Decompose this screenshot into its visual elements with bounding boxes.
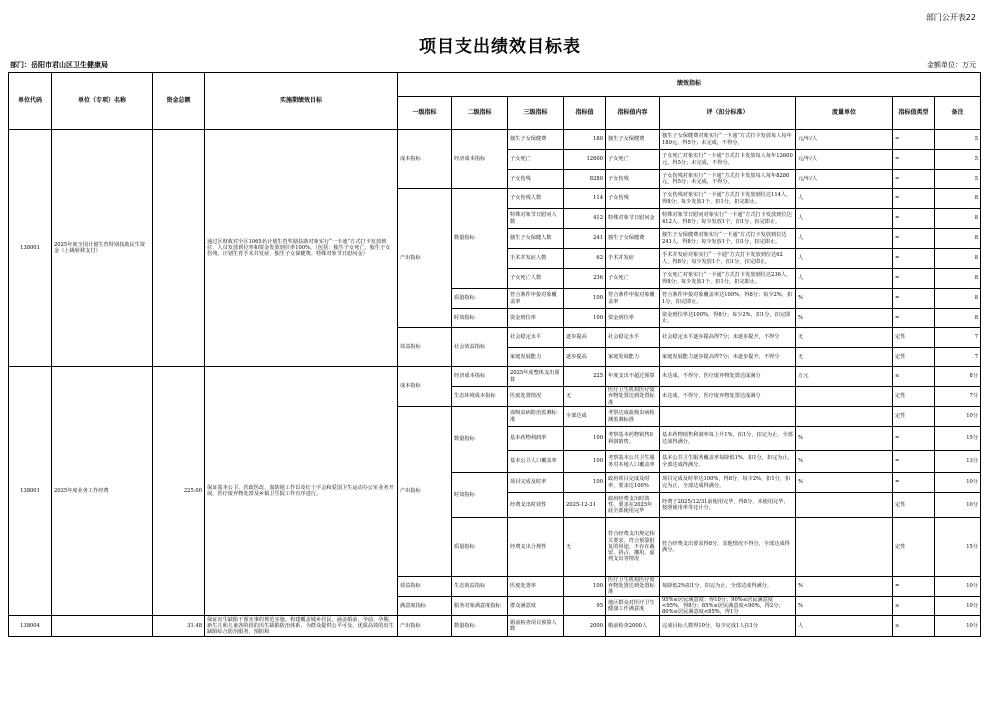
indicator-value-cell: 114 bbox=[564, 189, 606, 209]
measure-unit-cell: % bbox=[796, 309, 893, 328]
measure-unit-cell bbox=[796, 407, 893, 427]
level1-indicator-cell: 效益指标 bbox=[398, 577, 452, 597]
note-cell: 10分 bbox=[935, 493, 981, 518]
level3-indicator-cell: 2025年度整体支出预算 bbox=[508, 367, 564, 387]
value-type-cell: = bbox=[893, 577, 935, 597]
project-name-cell: 2025年度全国计划生育特别扶助民生资金（上级转移支付） bbox=[52, 130, 153, 367]
indicator-content-cell: 子女伤残 bbox=[606, 170, 660, 189]
value-type-cell: = bbox=[893, 130, 935, 150]
value-type-cell: ≥ bbox=[893, 596, 935, 616]
level1-indicator-cell: 产出指标 bbox=[398, 189, 452, 328]
indicator-value-cell: 逐步提高 bbox=[564, 348, 606, 367]
level3-indicator-cell: 子女死亡 bbox=[508, 150, 564, 170]
period-target-cell: 通过区财政对全区1065名计划生育奖励扶助对象实行“一卡通”方式打卡发放到位，人员发放到位率和资金发放到位率100%。（包括：独生子女死亡、独生子女伤残、计划生育手术并发症、独生子女保健费、特殊对象节日慰问金） bbox=[205, 130, 398, 367]
indicator-value-cell: 8280 bbox=[564, 170, 606, 189]
level2-indicator-cell: 生态效益指标 bbox=[452, 577, 508, 597]
col-header-content: 指标值内容 bbox=[606, 97, 660, 130]
table-number: 部门公开表22 bbox=[925, 13, 976, 22]
measure-unit-cell: % bbox=[796, 473, 893, 493]
value-type-cell: ≥ bbox=[893, 616, 935, 637]
indicator-content-cell: 政府经费支出时效性，要求在2025年底全部使用完毕 bbox=[606, 493, 660, 518]
amount-unit-label: 金额单位：万元 bbox=[927, 61, 976, 69]
scoring-rule-cell: 未达成，不得分，医疗废弃物处置达成满分 bbox=[660, 387, 796, 407]
indicator-value-cell: 241 bbox=[564, 229, 606, 249]
note-cell: 10分 bbox=[935, 596, 981, 616]
level1-indicator-cell: 成本指标 bbox=[398, 367, 452, 407]
value-type-cell: ≤ bbox=[893, 367, 935, 387]
level3-indicator-cell: 特殊对象节日慰问人数 bbox=[508, 209, 564, 229]
scoring-rule-cell: 完成目标人数得10分，每少完成1人扣1分 bbox=[660, 616, 796, 637]
indicator-content-cell: 子女死亡 bbox=[606, 269, 660, 289]
indicator-value-cell: 412 bbox=[564, 209, 606, 229]
indicator-value-cell: 2000 bbox=[564, 616, 606, 637]
level3-indicator-cell: 项目完成及时率 bbox=[508, 473, 564, 493]
value-type-cell: 定性 bbox=[893, 387, 935, 407]
measure-unit-cell: 人 bbox=[796, 249, 893, 269]
indicator-value-cell: 100 bbox=[564, 473, 606, 493]
scoring-rule-cell bbox=[660, 407, 796, 427]
measure-unit-cell: % bbox=[796, 577, 893, 597]
indicator-value-cell: 2025-12-31 bbox=[564, 493, 606, 518]
value-type-cell: = bbox=[893, 189, 935, 209]
note-cell: 10分 bbox=[935, 616, 981, 637]
indicator-value-cell: 12600 bbox=[564, 150, 606, 170]
fund-total-cell bbox=[153, 130, 205, 367]
measure-unit-cell: 万元 bbox=[796, 367, 893, 387]
note-cell: 5 bbox=[935, 150, 981, 170]
measure-unit-cell: 人 bbox=[796, 209, 893, 229]
level3-indicator-cell: 社会稳定水平 bbox=[508, 328, 564, 348]
note-cell: 8 bbox=[935, 289, 981, 309]
level2-indicator-cell: 服务对象满意度指标 bbox=[452, 596, 508, 616]
indicator-content-cell: 子女死亡 bbox=[606, 150, 660, 170]
level1-indicator-cell: 成本指标 bbox=[398, 130, 452, 189]
col-header-note: 备注 bbox=[935, 97, 981, 130]
value-type-cell: 定性 bbox=[893, 518, 935, 577]
col-header-code: 单位代码 bbox=[9, 73, 52, 130]
col-header-value: 指标值 bbox=[564, 97, 606, 130]
value-type-cell: 定性 bbox=[893, 348, 935, 367]
measure-unit-cell: 人 bbox=[796, 229, 893, 249]
indicator-content-cell: 子女伤残 bbox=[606, 189, 660, 209]
value-type-cell: = bbox=[893, 170, 935, 189]
fund-total-cell: 225.00 bbox=[153, 367, 205, 616]
unit-code-cell: 138004 bbox=[9, 616, 52, 637]
level3-indicator-cell: 婚前检查项目预算人数 bbox=[508, 616, 564, 637]
period-target-cell: 保证基本公卫、医政医改、血防地工作以及红十字会和爱国卫生运动办公室业务开展。医疗废弃物处置及乡镇卫生院工作有序进行。 bbox=[205, 367, 398, 616]
note-cell: 13分 bbox=[935, 451, 981, 473]
level2-indicator-cell: 数量指标 bbox=[452, 616, 508, 637]
value-type-cell: = bbox=[893, 229, 935, 249]
indicator-value-cell: 95 bbox=[564, 596, 606, 616]
measure-unit-cell: 人 bbox=[796, 616, 893, 637]
indicator-value-cell: 无 bbox=[564, 387, 606, 407]
level3-indicator-cell: 血吸虫病防治监测标准 bbox=[508, 407, 564, 427]
measure-unit-cell: % bbox=[796, 289, 893, 309]
measure-unit-cell: 元/年/人 bbox=[796, 130, 893, 150]
note-cell: 15分 bbox=[935, 427, 981, 451]
note-cell: 8分 bbox=[935, 367, 981, 387]
col-header-name: 单位（专项）名称 bbox=[52, 73, 153, 130]
page-title: 项目支出绩效目标表 bbox=[419, 37, 581, 57]
value-type-cell: = bbox=[893, 150, 935, 170]
scoring-rule-cell: 手术并发症对象实行“一卡通”方式打卡发放到位达62人，得8分；每少发放1个，扣1分，扣完即止。 bbox=[660, 249, 796, 269]
scoring-rule-cell: 子女伤残对象实行“一卡通”方式打卡发放到位达114人，得8分；每少发放1个，扣1分，扣完即止。 bbox=[660, 189, 796, 209]
indicator-value-cell: 100 bbox=[564, 309, 606, 328]
col-header-performance: 绩效指标 bbox=[398, 73, 981, 97]
col-header-rule: 评（扣分标准） bbox=[660, 97, 796, 130]
indicator-content-cell: 医疗卫生机构医疗废弃物处置达到处置标准 bbox=[606, 577, 660, 597]
col-header-measure: 度量单位 bbox=[796, 97, 893, 130]
value-type-cell: = bbox=[893, 451, 935, 473]
level2-indicator-cell: 时效指标 bbox=[452, 473, 508, 518]
level3-indicator-cell: 独生子女保健人数 bbox=[508, 229, 564, 249]
indicator-content-cell: 独生子女保健费 bbox=[606, 229, 660, 249]
indicator-value-cell: 62 bbox=[564, 249, 606, 269]
note-cell: 8 bbox=[935, 229, 981, 249]
value-type-cell: 定性 bbox=[893, 407, 935, 427]
level3-indicator-cell: 经费支出合规性 bbox=[508, 518, 564, 577]
level1-indicator-cell: 满意度指标 bbox=[398, 596, 452, 616]
performance-table bbox=[8, 72, 981, 637]
measure-unit-cell: 无 bbox=[796, 348, 893, 367]
level3-indicator-cell: 基本公卫人口覆盖率 bbox=[508, 451, 564, 473]
indicator-content-cell: 符合条件申报对象覆盖率 bbox=[606, 289, 660, 309]
level3-indicator-cell: 子女死亡人数 bbox=[508, 269, 564, 289]
note-cell: 8 bbox=[935, 269, 981, 289]
indicator-content-cell: 年度支出不超过预算 bbox=[606, 367, 660, 387]
value-type-cell: = bbox=[893, 473, 935, 493]
level3-indicator-cell: 家庭发展能力 bbox=[508, 348, 564, 367]
level2-indicator-cell: 生态环境成本指标 bbox=[452, 387, 508, 407]
level1-indicator-cell: 产出指标 bbox=[398, 407, 452, 577]
department-label: 部门：岳阳市君山区卫生健康局 bbox=[10, 61, 108, 69]
indicator-content-cell: 考察基本药物销售0利润销售。 bbox=[606, 427, 660, 451]
measure-unit-cell: % bbox=[796, 427, 893, 451]
measure-unit-cell: % bbox=[796, 451, 893, 473]
note-cell: 7分 bbox=[935, 387, 981, 407]
note-cell: 8 bbox=[935, 309, 981, 328]
measure-unit-cell: 人 bbox=[796, 269, 893, 289]
note-cell: 10分 bbox=[935, 577, 981, 597]
scoring-rule-cell: 社会稳定水平逐步提高得7分；未逐步提升，不得分 bbox=[660, 328, 796, 348]
value-type-cell: = bbox=[893, 209, 935, 229]
fund-total-cell: 31.48 bbox=[153, 616, 205, 637]
measure-unit-cell bbox=[796, 493, 893, 518]
indicator-content-cell: 手术并发症 bbox=[606, 249, 660, 269]
level3-indicator-cell: 手术并发症人数 bbox=[508, 249, 564, 269]
value-type-cell: = bbox=[893, 249, 935, 269]
scoring-rule-cell: 独生子女保健费对象实行“一卡通”方式打卡发放到位达241人，得8分；每少发放1个，扣1分，扣完即止。 bbox=[660, 229, 796, 249]
scoring-rule-cell: 子女死亡对象实行“一卡通”方式打卡发放到位达236人，得8分；每少发放1个，扣1分，扣完即止。 bbox=[660, 269, 796, 289]
table-row bbox=[9, 130, 981, 150]
scoring-rule-cell: 符合条件申报对象覆盖率达100%，得8分；每少2%，扣1分，扣完即止。 bbox=[660, 289, 796, 309]
measure-unit-cell bbox=[796, 518, 893, 577]
col-header-level1: 一级指标 bbox=[398, 97, 452, 130]
level3-indicator-cell: 群众满意度 bbox=[508, 596, 564, 616]
indicator-value-cell: 全部达成 bbox=[564, 407, 606, 427]
indicator-value-cell: 180 bbox=[564, 130, 606, 150]
level2-indicator-cell: 质量指标 bbox=[452, 518, 508, 577]
measure-unit-cell: % bbox=[796, 596, 893, 616]
indicator-value-cell: 225 bbox=[564, 367, 606, 387]
scoring-rule-cell: 95%≤居民满意度：得10分；90%≤居民满意度<95%，得8分；85%≤居民满意度<90%，得2分；80%≤居民满意度<85%，得1分 bbox=[660, 596, 796, 616]
indicator-content-cell: 资金到位率 bbox=[606, 309, 660, 328]
level1-indicator-cell: 效益指标 bbox=[398, 328, 452, 367]
measure-unit-cell: 无 bbox=[796, 328, 893, 348]
level2-indicator-cell: 经济成本指标 bbox=[452, 367, 508, 387]
col-header-target: 实施期绩效目标 bbox=[205, 73, 398, 130]
value-type-cell: 定性 bbox=[893, 493, 935, 518]
indicator-value-cell: 逐步提高 bbox=[564, 328, 606, 348]
col-header-level2: 二级指标 bbox=[452, 97, 508, 130]
level3-indicator-cell: 独生子女保健费 bbox=[508, 130, 564, 150]
indicator-value-cell: 无 bbox=[564, 518, 606, 577]
scoring-rule-cell: 独生子女保健费对象实行“一卡通”方式打卡发放每人每年180元，得5分；未完成，不得分。 bbox=[660, 130, 796, 150]
level2-indicator-cell: 时效指标 bbox=[452, 309, 508, 328]
scoring-rule-cell: 家庭发展能力逐步提高得7分；未逐步提升，不得分 bbox=[660, 348, 796, 367]
indicator-content-cell: 考察达成血吸虫病检测监测标准 bbox=[606, 407, 660, 427]
unit-code-cell: 138001 bbox=[9, 367, 52, 616]
col-header-fund: 资金总额 bbox=[153, 73, 205, 130]
value-type-cell: = bbox=[893, 427, 935, 451]
indicator-content-cell: 婚前检查2000人 bbox=[606, 616, 660, 637]
table-row bbox=[9, 367, 981, 387]
note-cell: 15分 bbox=[935, 518, 981, 577]
note-cell: 10分 bbox=[935, 473, 981, 493]
value-type-cell: = bbox=[893, 289, 935, 309]
scoring-rule-cell: 符合经费支出要求得8分，其他情况不得分，全部达成得满分。 bbox=[660, 518, 796, 577]
indicator-content-cell: 家庭发展能力 bbox=[606, 348, 660, 367]
level3-indicator-cell: 经费支出时效性 bbox=[508, 493, 564, 518]
level1-indicator-cell: 产出指标 bbox=[398, 616, 452, 637]
scoring-rule-cell: 未达成，不得分，医疗废弃物处置达成满分 bbox=[660, 367, 796, 387]
level2-indicator-cell: 数量指标 bbox=[452, 189, 508, 289]
scoring-rule-cell: 经费于2025/12/31前使用完毕，得8分，未使用完毕，按照使用率等比计分。 bbox=[660, 493, 796, 518]
unit-code-cell: 138001 bbox=[9, 130, 52, 367]
indicator-content-cell: 独生子女保健费 bbox=[606, 130, 660, 150]
value-type-cell: = bbox=[893, 269, 935, 289]
scoring-rule-cell: 基本公共卫生服务覆盖率每降低1%，扣1分，扣完为止，全部达成得满分。 bbox=[660, 451, 796, 473]
note-cell: 10分 bbox=[935, 407, 981, 427]
note-cell: 5 bbox=[935, 170, 981, 189]
indicator-value-cell: 100 bbox=[564, 427, 606, 451]
value-type-cell: = bbox=[893, 309, 935, 328]
scoring-rule-cell: 每降低2%扣1分，扣完为止，全部达成得满分。 bbox=[660, 577, 796, 597]
measure-unit-cell: 元/年/人 bbox=[796, 150, 893, 170]
note-cell: 7 bbox=[935, 348, 981, 367]
scoring-rule-cell: 子女死亡对象实行“一卡通”方式打卡发放每人每年12600元，得5分；未完成，不得分。 bbox=[660, 150, 796, 170]
indicator-content-cell: 特殊对象节日慰问金 bbox=[606, 209, 660, 229]
note-cell: 8 bbox=[935, 189, 981, 209]
col-header-value-type: 指标值类型 bbox=[893, 97, 935, 130]
level3-indicator-cell: 基本药物利润率 bbox=[508, 427, 564, 451]
scoring-rule-cell: 特殊对象节日慰问对象实行“一卡通”方式打卡发放到位达412人，得8分；每少发放1个，扣1分，扣完即止。 bbox=[660, 209, 796, 229]
indicator-value-cell: 100 bbox=[564, 577, 606, 597]
value-type-cell: 定性 bbox=[893, 328, 935, 348]
indicator-content-cell: 地区群众对医疗卫生健康工作满意度 bbox=[606, 596, 660, 616]
indicator-content-cell: 考察基本公共卫生服务对本地人口覆盖率 bbox=[606, 451, 660, 473]
col-header-level3: 三级指标 bbox=[508, 97, 564, 130]
note-cell: 7 bbox=[935, 328, 981, 348]
level3-indicator-cell: 资金到位率 bbox=[508, 309, 564, 328]
level2-indicator-cell: 质量指标 bbox=[452, 289, 508, 309]
level3-indicator-cell: 医废处置率 bbox=[508, 577, 564, 597]
period-target-cell: 保证出生缺陷干预实事的规范实施。构建覆盖城乡居民，涵盖婚前、孕前、孕期、新生儿和儿童各阶段的出生缺陷防治体系，为群众提供公平可及、优质高效的出生缺陷综合防治服务，预防和 bbox=[205, 616, 398, 637]
indicator-content-cell: 医疗卫生机构医疗废弃物处置达到处置标准 bbox=[606, 387, 660, 407]
indicator-value-cell: 100 bbox=[564, 289, 606, 309]
level2-indicator-cell: 数量指标 bbox=[452, 407, 508, 473]
scoring-rule-cell: 基本药物销售利润率每上升1%，扣1分，扣完为止，全部达成得满分。 bbox=[660, 427, 796, 451]
note-cell: 8 bbox=[935, 249, 981, 269]
level2-indicator-cell: 社会效益指标 bbox=[452, 328, 508, 367]
project-name-cell bbox=[52, 616, 153, 637]
measure-unit-cell bbox=[796, 387, 893, 407]
measure-unit-cell: 元/年/人 bbox=[796, 170, 893, 189]
indicator-value-cell: 236 bbox=[564, 269, 606, 289]
scoring-rule-cell: 资金到位率达100%，得8分；每少2%，扣1分，扣完即止。 bbox=[660, 309, 796, 328]
level3-indicator-cell: 子女伤残 bbox=[508, 170, 564, 189]
indicator-value-cell: 100 bbox=[564, 451, 606, 473]
level3-indicator-cell: 子女伤残人数 bbox=[508, 189, 564, 209]
note-cell: 8 bbox=[935, 209, 981, 229]
level3-indicator-cell: 符合条件申报对象覆盖率 bbox=[508, 289, 564, 309]
measure-unit-cell: 人 bbox=[796, 189, 893, 209]
indicator-content-cell: 符合经费支出规定相关要求，符合预算批复的用途，不存在截留、挤占、挪用、虚列支出等情况 bbox=[606, 518, 660, 577]
level3-indicator-cell: 医废处置情况 bbox=[508, 387, 564, 407]
project-name-cell: 2025年度业务工作经费 bbox=[52, 367, 153, 616]
scoring-rule-cell: 项目完成及时率达100%，得8分，每少2%，扣1分，扣完为止，全部达成得满分。 bbox=[660, 473, 796, 493]
indicator-content-cell: 政府项目完成及时率，要求达100% bbox=[606, 473, 660, 493]
indicator-content-cell: 社会稳定水平 bbox=[606, 328, 660, 348]
table-row bbox=[9, 616, 981, 637]
level2-indicator-cell: 经济成本指标 bbox=[452, 130, 508, 189]
note-cell: 5 bbox=[935, 130, 981, 150]
scoring-rule-cell: 子女伤残对象实行“一卡通”方式打卡发放每人每年8280元，得5分；未完成，不得分。 bbox=[660, 170, 796, 189]
